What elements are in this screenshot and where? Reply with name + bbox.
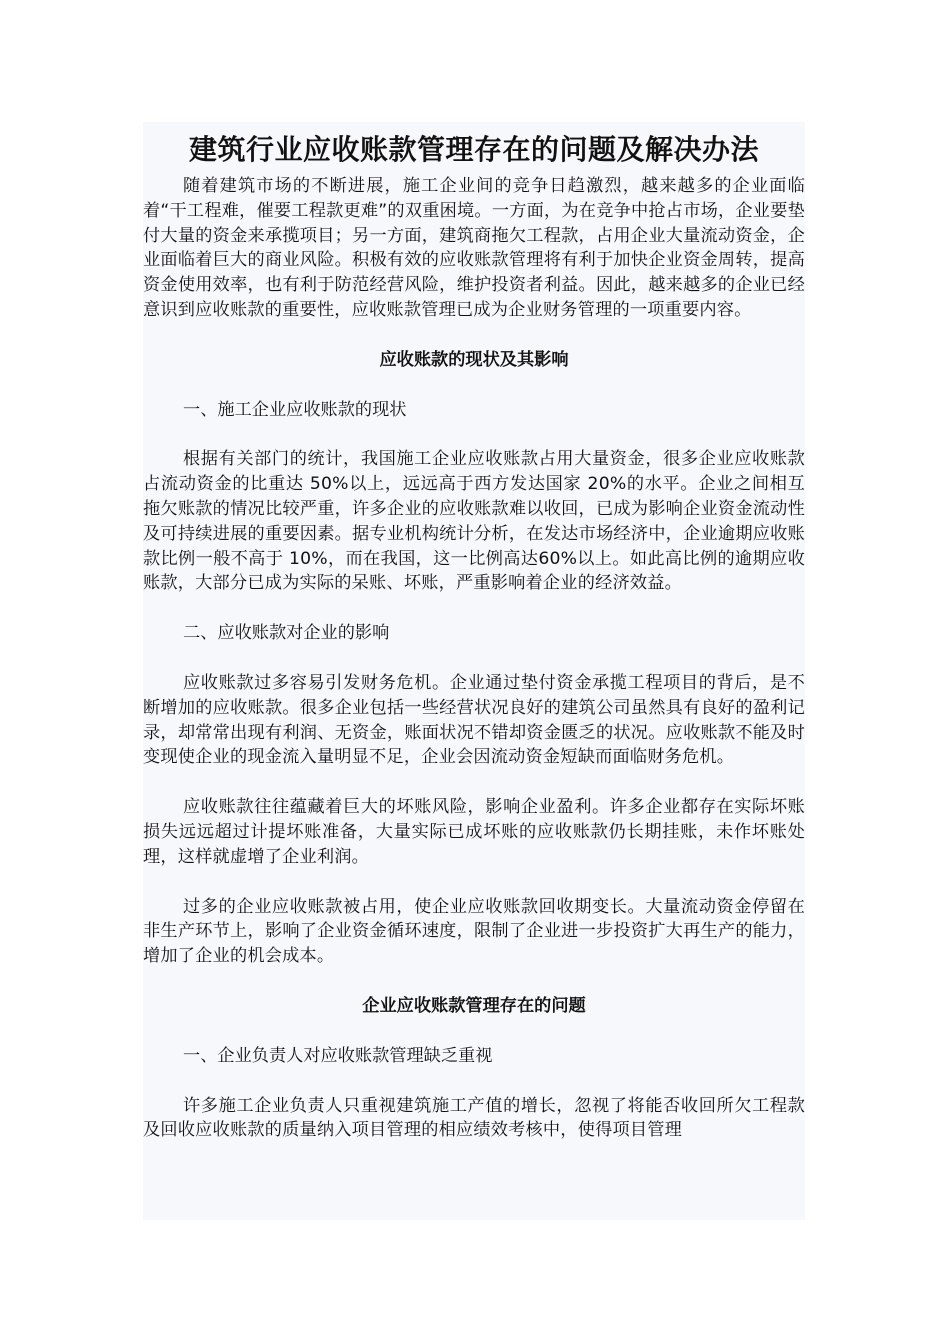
- section-heading-problems: 企业应收账款管理存在的问题: [362, 995, 586, 1016]
- paragraph-financial-crisis: 应收账款过多容易引发财务危机。企业通过垫付资金承揽工程项目的背后，是不断增加的应收账款。很多企业包括一些经营状况良好的建筑公司虽然具有良好的盈利记录，却常常出现有利润、无资金，账面状况不错却资金匮乏的状况。应收账款不能及时变现使企业的现金流入量明显不足，企业会因流动资金短缺而面临财务危机。: [143, 672, 805, 768]
- subheading-impact: 二、应收账款对企业的影响: [183, 623, 390, 644]
- paragraph-bad-debt-risk: 应收账款往往蕴藏着巨大的坏账风险，影响企业盈利。许多企业都存在实际坏账损失远远超过计提坏账准备，大量实际已成坏账的应收账款仍长期挂账，未作坏账处理，这样就虚增了企业利润。: [143, 797, 805, 867]
- paragraph-collection-period: 过多的企业应收账款被占用，使企业应收账款回收期变长。大量流动资金停留在非生产环节上，影响了企业资金循环速度，限制了企业进一步投资扩大再生产的能力，增加了企业的机会成本。: [143, 896, 805, 967]
- spacer: [143, 373, 805, 398]
- intro-paragraph: 随着建筑市场的不断进展，施工企业间的竞争日趋激烈，越来越多的企业面临着“干工程难，催要工程款更难”的双重困境。一方面，为在竞争中抢占市场，企业要垫付大量的资金来承揽项目；另一方面，建筑商拖欠工程款，占用企业大量流动资金，企业面临着巨大的商业风险。积极有效的应收账款管理将有利于加快企业资金周转，提高资金使用效率，也有利于防范经营风险，维护投资者利益。因此，越来越多的企业已经意识到应收账款的重要性，应收账款管理已成为企业财务管理的一项重要内容。: [143, 176, 805, 320]
- spacer: [143, 646, 805, 671]
- subheading-lack-of-attention: 一、企业负责人对应收账款管理缺乏重视: [183, 1045, 493, 1066]
- subheading-current-status: 一、施工企业应收账款的现状: [183, 399, 407, 420]
- document-title: 建筑行业应收账款管理存在的问题及解决办法: [188, 133, 759, 166]
- document-page: [143, 122, 805, 1220]
- section-heading-status: 应收账款的现状及其影响: [379, 349, 569, 370]
- spacer: [143, 969, 805, 994]
- spacer: [143, 1019, 805, 1044]
- paragraph-leadership: 许多施工企业负责人只重视建筑施工产值的增长，忽视了将能否收回所欠工程款及回收应收账款的质量纳入项目管理的相应绩效考核中，使得项目管理: [143, 1095, 805, 1141]
- spacer: [143, 323, 805, 348]
- spacer: [143, 770, 805, 795]
- spacer: [143, 870, 805, 895]
- spacer: [143, 422, 805, 447]
- spacer: [143, 1069, 805, 1094]
- paragraph-statistics: 根据有关部门的统计，我国施工企业应收账款占用大量资金，很多企业应收账款占流动资金的比重达 50%以上，远远高于西方发达国家 20%的水平。企业之间相互拖欠账款的情况比较严重，许多企业的应收账款难以收回，已成为影响企业资金流动性及可持续进展的重要因素。据专业机构统计分析，在发达市场经济中，企业逾期应收账款比例一般不高于 10%，而在我国，这一比例高达60%以上。如此高比例的逾期应收账款，大部分已成为实际的呆账、坏账，严重影响着企业的经济效益。: [143, 449, 805, 594]
- spacer: [143, 596, 805, 621]
